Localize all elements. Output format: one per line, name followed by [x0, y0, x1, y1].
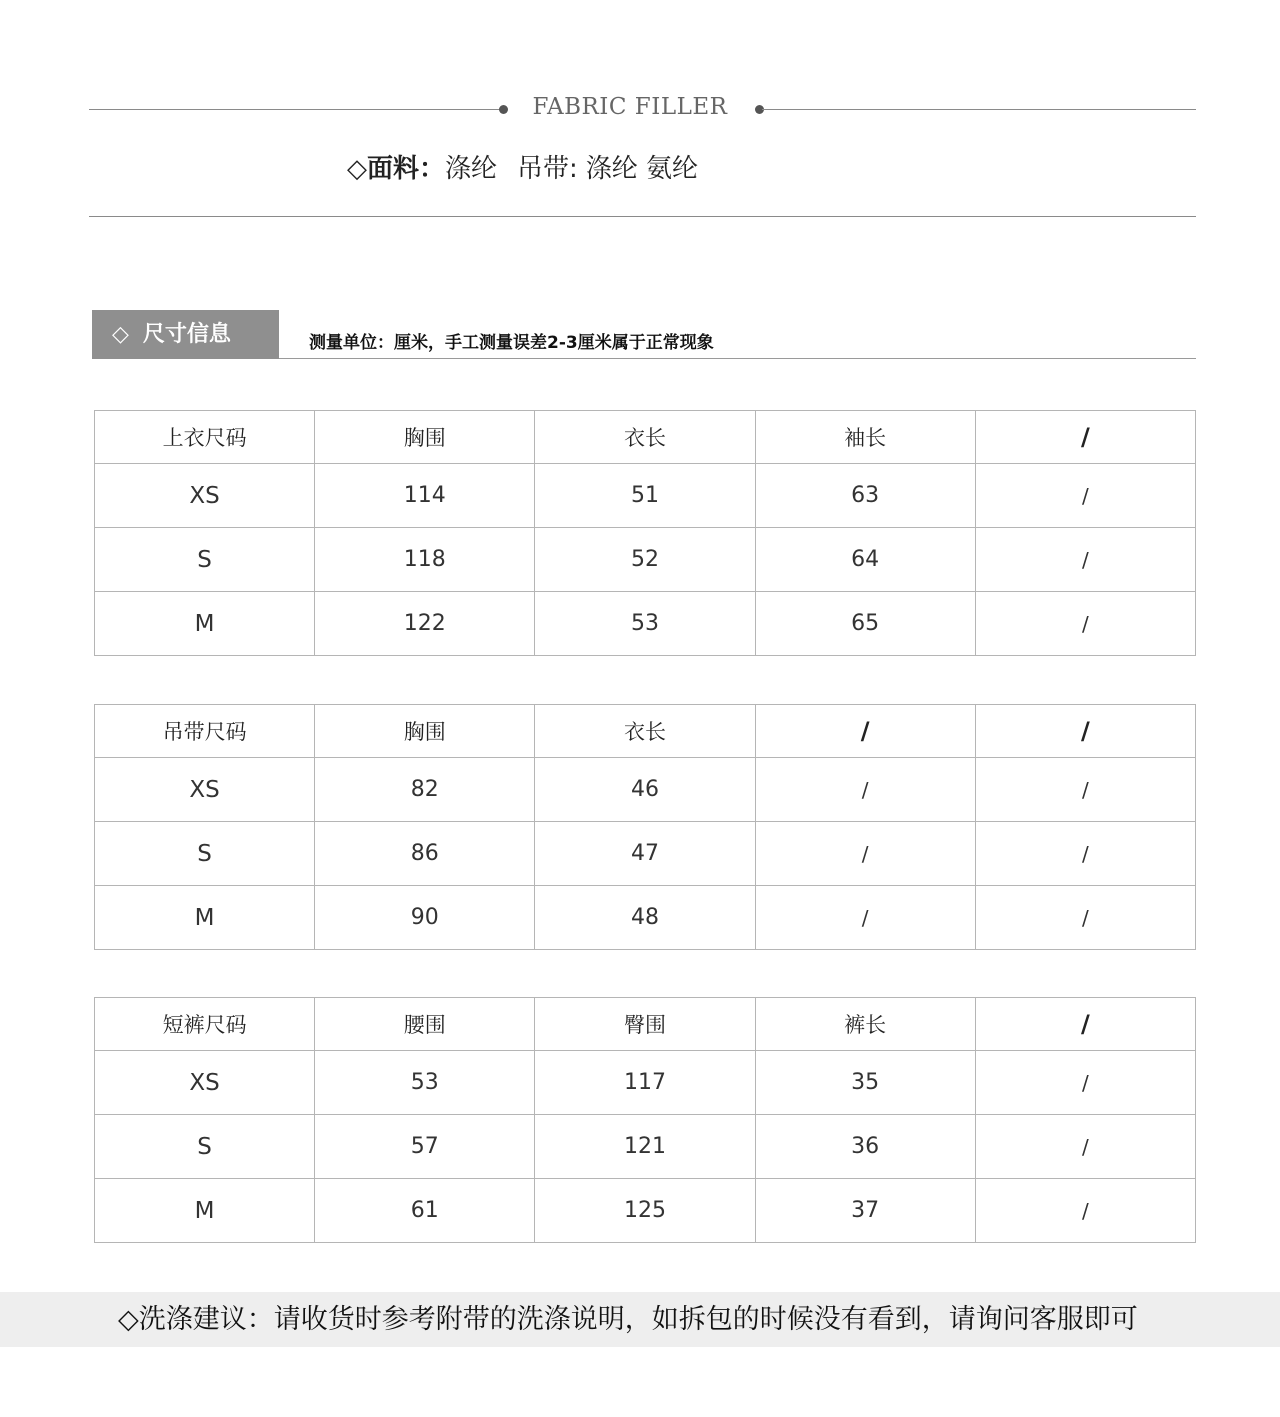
size-cell: XS: [95, 464, 315, 528]
value-cell: 82: [315, 758, 535, 822]
size-cell: S: [95, 1115, 315, 1179]
header-cell: 袖长: [755, 411, 975, 464]
value-cell: 37: [755, 1179, 975, 1243]
value-cell: /: [755, 886, 975, 950]
value-cell: /: [975, 1179, 1195, 1243]
value-cell: 122: [315, 592, 535, 656]
value-cell: 117: [535, 1051, 755, 1115]
value-cell: 47: [535, 822, 755, 886]
value-cell: 52: [535, 528, 755, 592]
header-cell: 上衣尺码: [95, 411, 315, 464]
fabric-main-value: 涤纶: [445, 154, 498, 184]
header-cell: 衣长: [535, 705, 755, 758]
value-cell: 121: [535, 1115, 755, 1179]
header-cell: 吊带尺码: [95, 705, 315, 758]
value-cell: /: [975, 1051, 1195, 1115]
table-header-row: [95, 705, 1196, 758]
header-cell: 臀围: [535, 998, 755, 1051]
header-cell: /: [755, 705, 975, 758]
size-info-label: 尺寸信息: [142, 322, 231, 347]
header-cell: 胸围: [315, 705, 535, 758]
header-cell: 胸围: [315, 411, 535, 464]
strap-size-table: [94, 704, 1196, 950]
size-info-badge: [92, 310, 279, 359]
strap-value: 涤纶 氨纶: [585, 154, 699, 184]
header-cell: 裤长: [755, 998, 975, 1051]
header-cell: 腰围: [315, 998, 535, 1051]
size-cell: XS: [95, 1051, 315, 1115]
fabric-bottom-rule: [89, 216, 1196, 217]
value-cell: 64: [755, 528, 975, 592]
fabric-composition: [347, 148, 698, 185]
value-cell: /: [975, 1115, 1195, 1179]
table-row: [95, 758, 1196, 822]
value-cell: 63: [755, 464, 975, 528]
fabric-divider-right: [762, 109, 1196, 110]
value-cell: 118: [315, 528, 535, 592]
size-cell: XS: [95, 758, 315, 822]
value-cell: 90: [315, 886, 535, 950]
size-info-rule: [279, 358, 1196, 359]
header-cell: 短裤尺码: [95, 998, 315, 1051]
value-cell: /: [975, 822, 1195, 886]
size-cell: S: [95, 528, 315, 592]
value-cell: 61: [315, 1179, 535, 1243]
table-row: [95, 1115, 1196, 1179]
value-cell: 53: [315, 1051, 535, 1115]
wash-advice-text: ◇洗涤建议：请收货时参考附带的洗涤说明，如拆包的时候没有看到，请询问客服即可: [118, 1304, 1138, 1335]
value-cell: 46: [535, 758, 755, 822]
table-row: [95, 592, 1196, 656]
value-cell: 36: [755, 1115, 975, 1179]
table-row: [95, 464, 1196, 528]
table-row: [95, 528, 1196, 592]
top-size-table: [94, 410, 1196, 656]
fabric-divider-dot-left: [499, 105, 508, 114]
table-row: [95, 1179, 1196, 1243]
value-cell: 53: [535, 592, 755, 656]
value-cell: /: [975, 592, 1195, 656]
fabric-divider-left: [89, 109, 501, 110]
value-cell: 65: [755, 592, 975, 656]
value-cell: 125: [535, 1179, 755, 1243]
header-cell: /: [975, 998, 1195, 1051]
header-cell: 衣长: [535, 411, 755, 464]
size-cell: M: [95, 592, 315, 656]
table-row: [95, 822, 1196, 886]
value-cell: 86: [315, 822, 535, 886]
shorts-size-table: [94, 997, 1196, 1243]
value-cell: /: [755, 758, 975, 822]
value-cell: 114: [315, 464, 535, 528]
diamond-icon: ◇: [112, 322, 129, 347]
value-cell: /: [975, 528, 1195, 592]
table-header-row: [95, 411, 1196, 464]
value-cell: 51: [535, 464, 755, 528]
size-cell: M: [95, 1179, 315, 1243]
table-row: [95, 1051, 1196, 1115]
value-cell: /: [755, 822, 975, 886]
table-header-row: [95, 998, 1196, 1051]
value-cell: /: [975, 758, 1195, 822]
fabric-title: FABRIC FILLER: [532, 94, 728, 120]
value-cell: /: [975, 886, 1195, 950]
value-cell: 48: [535, 886, 755, 950]
header-cell: /: [975, 705, 1195, 758]
table-row: [95, 886, 1196, 950]
measurement-note: 测量单位：厘米，手工测量误差2-3厘米属于正常现象: [309, 333, 714, 353]
value-cell: /: [975, 464, 1195, 528]
value-cell: 57: [315, 1115, 535, 1179]
strap-label: 吊带:: [517, 154, 578, 184]
wash-advice-bar: [0, 1292, 1280, 1347]
size-cell: S: [95, 822, 315, 886]
header-cell: /: [975, 411, 1195, 464]
value-cell: 35: [755, 1051, 975, 1115]
fabric-label: ◇面料：: [347, 154, 445, 184]
size-cell: M: [95, 886, 315, 950]
